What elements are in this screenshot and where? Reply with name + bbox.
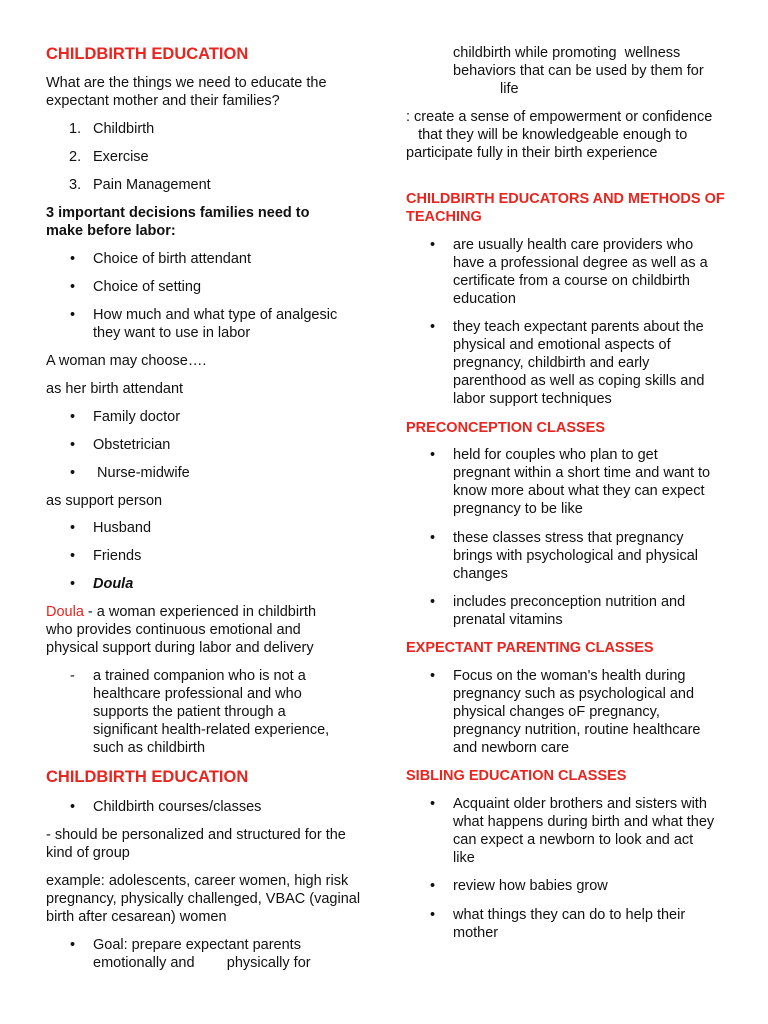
goal-continued: childbirth while promoting wellness behaviors that can be used by them for xyxy=(453,45,704,79)
heading-childbirth-education-2: CHILDBIRTH EDUCATION xyxy=(46,768,249,786)
doula-term: Doula xyxy=(46,604,84,620)
bullet-item: • Goal: prepare expectant parents emotionally and physically for xyxy=(70,937,311,971)
as-birth-attendant: as her birth attendant xyxy=(46,381,184,397)
bullet-item: • How much and what type of analgesic they want to use in labor xyxy=(70,307,338,341)
bullet-item: • Choice of birth attendant xyxy=(70,251,251,267)
personalized-text: - should be personalized and structured for the kind of group xyxy=(46,827,346,861)
bullet-item: • review how babies grow xyxy=(430,878,608,894)
bullet-item: • Childbirth courses/classes xyxy=(70,799,262,815)
bullet-item: • held for couples who plan to get pregnant within a short time and want to know more about what they can expect pregnancy to be like xyxy=(430,447,711,517)
bullet-item: • are usually health care providers who have a professional degree as well as a certificate from a course on childbirth education xyxy=(430,237,708,307)
bullet-item: • Family doctor xyxy=(70,409,181,425)
bullet-item: • Doula xyxy=(70,576,134,592)
example-text: example: adolescents, career women, high risk pregnancy, physically challenged, VBAC (vaginal birth after cesarean) women xyxy=(46,873,361,925)
bullet-item: • Husband xyxy=(70,520,152,536)
bullet-item: • they teach expectant parents about the physical and emotional aspects of pregnancy, childbirth and early parenthood as well as coping skills and labor support techniques xyxy=(430,319,705,407)
intro-question: What are the things we need to educate the expectant mother and their families? xyxy=(46,75,327,109)
heading-sibling-education: SIBLING EDUCATION CLASSES xyxy=(406,768,627,784)
doula-definition: Doula - a woman experienced in childbirth who provides continuous emotional and physical support during labor and delivery xyxy=(46,604,317,656)
bullet-item: • these classes stress that pregnancy brings with psychological and physical changes xyxy=(430,530,699,582)
bullet-item: • Obstetrician xyxy=(70,437,171,453)
numbered-item: 3. Pain Management xyxy=(69,177,211,193)
heading-childbirth-education: CHILDBIRTH EDUCATION xyxy=(46,45,249,63)
numbered-item: 1. Childbirth xyxy=(69,121,155,137)
bullet-item: • includes preconception nutrition and prenatal vitamins xyxy=(430,594,686,628)
bullet-item: • Friends xyxy=(70,548,142,564)
as-support-person: as support person xyxy=(46,493,163,509)
bullet-item: • Focus on the woman's health during pregnancy such as psychological and physical changes oF pregnancy, pregnancy nutrition, routine healthcare and newborn care xyxy=(430,668,701,756)
woman-may-choose: A woman may choose…. xyxy=(46,353,207,369)
bullet-item: • what things they can do to help their mother xyxy=(430,907,686,941)
heading-preconception: PRECONCEPTION CLASSES xyxy=(406,420,605,436)
bullet-item: • Choice of setting xyxy=(70,279,202,295)
bullet-item: • Nurse-midwife xyxy=(70,465,190,481)
dash-item: - a trained companion who is not a healthcare professional and who supports the patient through a significant health-related experience, such as childbirth xyxy=(70,668,330,756)
decisions-title: 3 important decisions families need to make before labor: xyxy=(46,205,310,239)
empowerment-text: : create a sense of empowerment or confidence that they will be knowledgeable enough to participate fully in their birth experience xyxy=(406,109,713,161)
bullet-item: • Acquaint older brothers and sisters with what happens during birth and what they can expect a newborn to look and act like xyxy=(430,796,715,866)
heading-expectant-parenting: EXPECTANT PARENTING CLASSES xyxy=(406,640,654,656)
heading-educators: CHILDBIRTH EDUCATORS AND METHODS OF TEACHING xyxy=(406,191,725,225)
numbered-item: 2. Exercise xyxy=(69,149,149,165)
goal-life: life xyxy=(500,81,519,97)
